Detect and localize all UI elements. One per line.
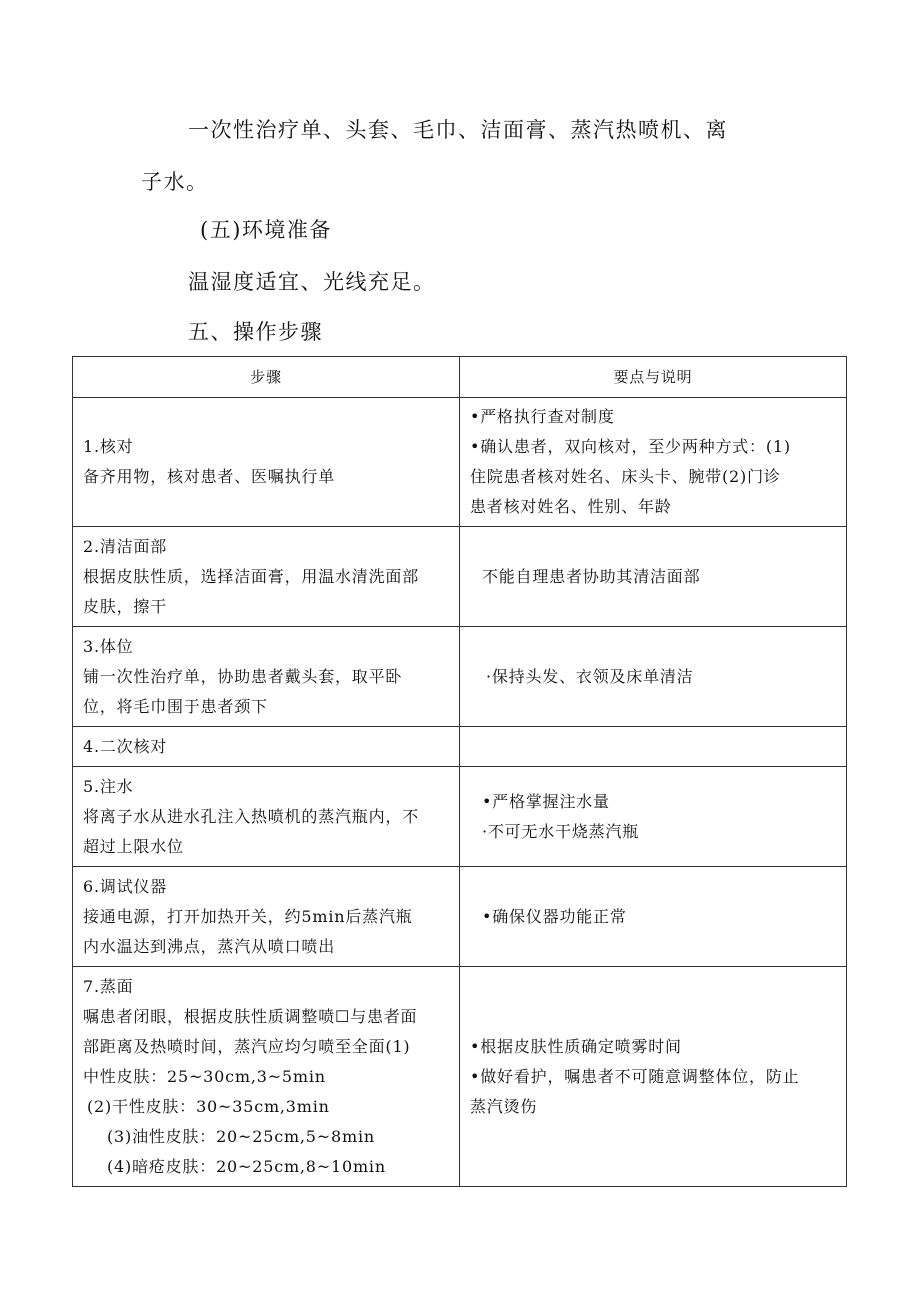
notes-cell [460,527,847,627]
note-line: 患者核对姓名、性别、年龄 [470,497,672,516]
table-row [73,398,847,527]
step-cell [73,627,460,727]
step-desc-line: (3)油性皮肤：20~25cm,5~8min [107,1126,375,1146]
step-desc-line: 将离子水从进水孔注入热喷机的蒸汽瓶内，不 [83,806,420,826]
header-step: 步骤 [73,357,460,398]
step-title: 4.二次核对 [83,736,168,756]
note-line: •严格执行查对制度 [470,407,615,426]
step-cell [73,527,460,627]
section-heading: 五、操作步骤 [188,320,323,344]
step-desc-line: 超过上限水位 [83,836,184,856]
step-cell [73,967,460,1187]
note-line: •确保仪器功能正常 [482,906,627,926]
table-row [73,627,847,727]
environment-heading: (五)环境准备 [200,218,332,242]
environment-text: 温湿度适宜、光线充足。 [188,270,436,294]
step-desc-line: 接通电源，打开加热开关，约5min后蒸汽瓶 [83,906,413,926]
step-title: 6.调试仪器 [83,876,168,896]
notes-cell [460,867,847,967]
step-desc-line: 中性皮肤：25~30cm,3~5min [83,1066,326,1086]
table-row [73,527,847,627]
step-cell [73,867,460,967]
materials-paragraph-continued: 子水。 [141,170,209,194]
procedure-steps-table [72,356,847,1187]
notes-cell [460,398,847,527]
step-desc-line: 铺一次性治疗单，协助患者戴头套，取平卧 [83,666,403,686]
table-row [73,727,847,767]
step-title: 2.清洁面部 [83,536,168,556]
table-row [73,767,847,867]
note-line: 不能自理患者协助其清洁面部 [482,566,701,586]
step-desc-line: 根据皮肤性质，选择洁面膏，用温水清洗面部 [83,566,420,586]
table-row [73,967,847,1187]
step-title: 5.注水 [83,776,134,796]
materials-paragraph: 一次性治疗单、头套、毛巾、洁面膏、蒸汽热喷机、离 [188,118,728,142]
note-line: ·保持头发、衣领及床单清洁 [486,666,694,686]
note-line: ·不可无水干烧蒸汽瓶 [482,821,640,841]
step-desc-line: (4)暗疮皮肤：20~25cm,8~10min [107,1156,386,1176]
step-desc-line: (2)干性皮肤：30~35cm,3min [87,1096,330,1116]
step-desc-line: 内水温达到沸点，蒸汽从喷口喷出 [83,936,336,956]
note-line: •确认患者，双向核对，至少两种方式：(1) [470,437,791,456]
step-title: 7.蒸面 [83,976,134,996]
table-row [73,867,847,967]
note-line: 住院患者核对姓名、床头卡、腕带(2)门诊 [470,467,781,486]
note-line: •做好看护，嘱患者不可随意调整体位，防止 [470,1066,800,1086]
notes-cell [460,967,847,1187]
note-line: 蒸汽烫伤 [470,1096,538,1116]
step-cell [73,398,460,527]
step-desc-line: 嘱患者闭眼，根据皮肤性质调整喷☐与患者面 [83,1006,418,1026]
header-notes: 要点与说明 [460,357,847,398]
notes-cell [460,767,847,867]
step-desc-line: 位，将毛巾围于患者颈下 [83,696,268,716]
note-line: •根据皮肤性质确定喷雾时间 [470,1036,682,1056]
notes-cell [460,727,847,767]
step-title: 1.核对 [83,437,134,456]
note-line: •严格掌握注水量 [482,791,610,811]
table-header-row [73,357,847,398]
notes-cell [460,627,847,727]
step-cell [73,727,460,767]
step-cell [73,767,460,867]
step-desc-line: 部距离及热喷时间，蒸汽应均匀喷至全面(1) [83,1036,411,1056]
step-desc-line: 皮肤，擦干 [83,596,168,616]
step-desc-line: 备齐用物，核对患者、医嘱执行单 [83,467,336,486]
step-title: 3.体位 [83,636,134,656]
